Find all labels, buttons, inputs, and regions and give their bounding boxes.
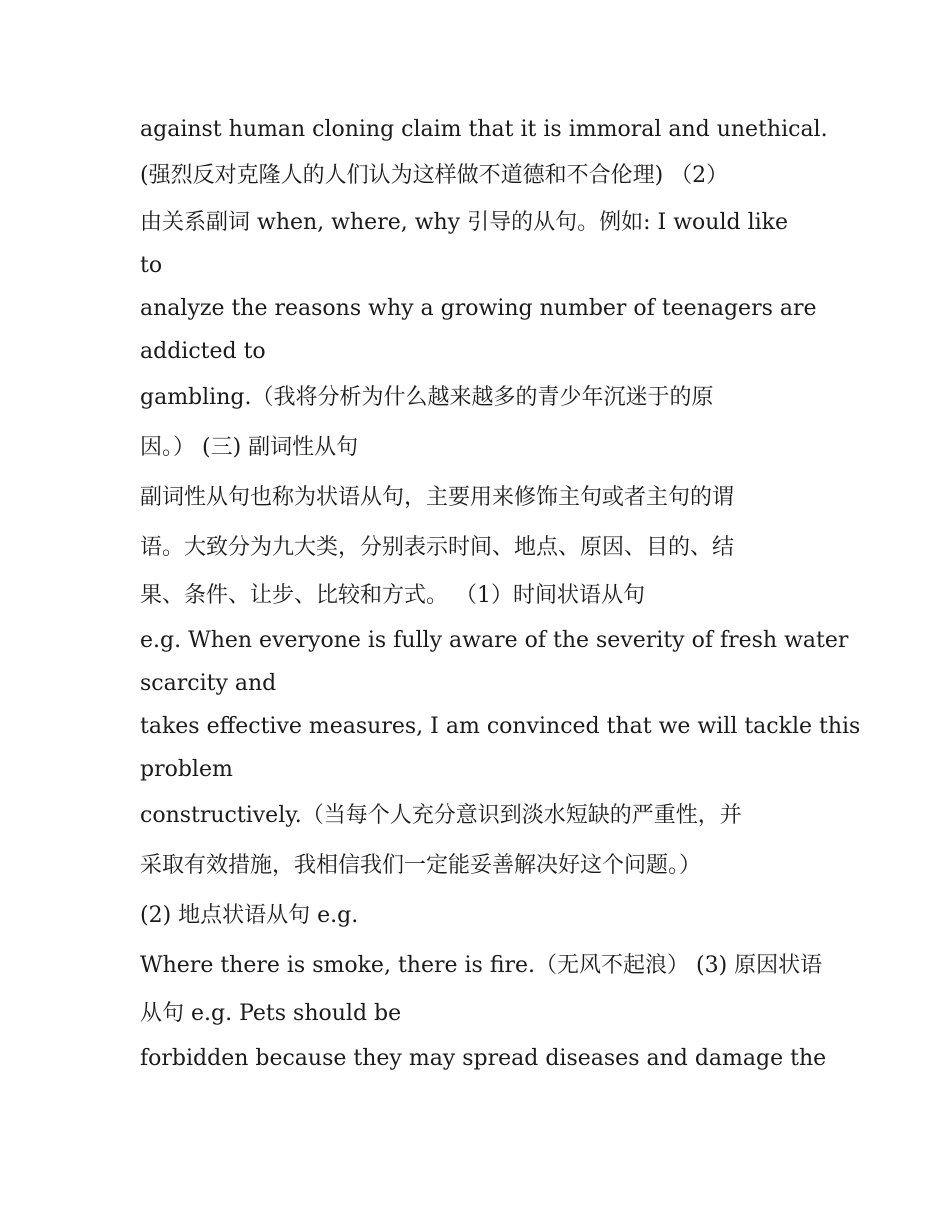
text-line: constructively.（当每个人充分意识到淡水短缺的严重性，并 [140, 803, 742, 828]
text-line: forbidden because they may spread diseases and damage the [140, 1046, 827, 1071]
text-line: 因。） (三) 副词性从句 [140, 435, 359, 460]
text-line: takes effective measures, I am convinced that we will tackle this [140, 714, 861, 739]
text-line: analyze the reasons why a growing number of teenagers are [140, 296, 817, 321]
text-line: 副词性从句也称为状语从句，主要用来修饰主句或者主句的谓 [140, 485, 735, 510]
document-body [140, 108, 861, 1080]
text-line: Where there is smoke, there is fire.（无风不起浪） (3) 原因状语 [140, 953, 823, 978]
text-line: e.g. When everyone is fully aware of the severity of fresh water [140, 628, 849, 653]
text-line: gambling.（我将分析为什么越来越多的青少年沉迷于的原 [140, 385, 714, 410]
text-line: 从句 e.g. Pets should be [140, 1001, 402, 1026]
text-line: to [140, 253, 163, 278]
text-line: scarcity and [140, 671, 277, 696]
text-line: (2) 地点状语从句 e.g. [140, 903, 359, 928]
text-line: (强烈反对克隆人的人们认为这样做不道德和不合伦理) （2） [140, 163, 729, 188]
text-line: 采取有效措施，我相信我们一定能妥善解决好这个问题。） [140, 853, 702, 878]
text-line: against human cloning claim that it is immoral and unethical. [140, 117, 828, 142]
text-line: 由关系副词 when, where, why 引导的从句。例如: I would like [140, 210, 789, 235]
text-line: 果、条件、让步、比较和方式。 （1）时间状语从句 [140, 583, 645, 608]
text-line: problem [140, 757, 233, 782]
text-line: 语。大致分为九大类，分别表示时间、地点、原因、目的、结 [140, 535, 735, 560]
text-line: addicted to [140, 339, 266, 364]
